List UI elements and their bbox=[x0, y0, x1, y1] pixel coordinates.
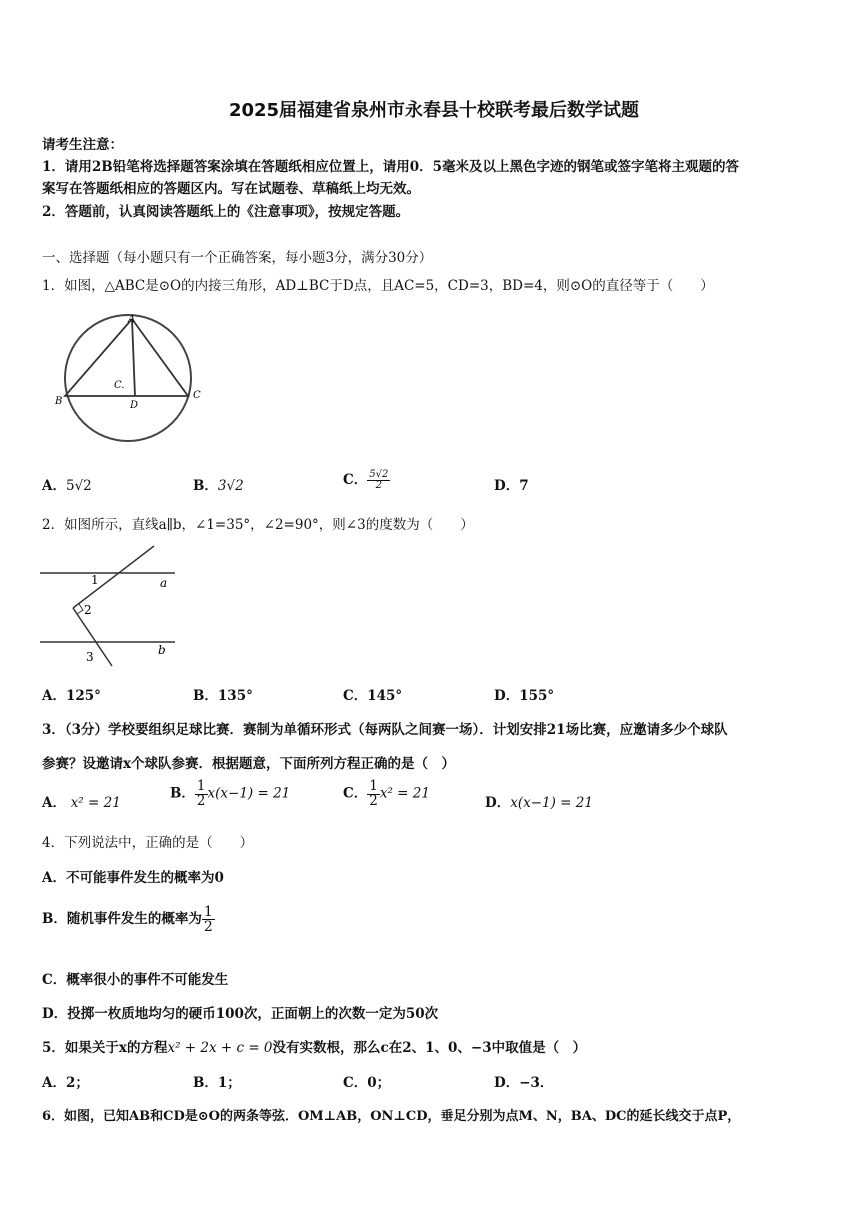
q3-option-b: B． $\frac{1}{2}$ x(x−1) = 21 bbox=[170, 778, 291, 809]
question-1: 1．如图，△ABC是⊙O的内接三角形，AD⊥BC于D点，且AC=5，CD=3，BD=4，则⊙O的直径等于（ ） bbox=[42, 278, 714, 294]
q2-option-b: B．135° bbox=[193, 688, 253, 704]
question-6: 6．如图，已知AB和CD是⊙O的两条等弦．OM⊥AB，ON⊥CD，垂足分别为点M、N，BA、DC的延长线交于点P， bbox=[42, 1109, 741, 1124]
q1-option-d: D．7 bbox=[494, 478, 529, 494]
notice-item-1b: 案写在答题纸相应的答题区内。写在试题卷、草稿纸上均无效。 bbox=[42, 181, 420, 197]
q2-angle-2: 2 bbox=[84, 603, 92, 617]
q4-option-b: B．随机事件发生的概率为 $\frac{1}{2}$ bbox=[42, 904, 213, 935]
q5-option-c: C．0； bbox=[343, 1075, 391, 1091]
q2-option-a: A．125° bbox=[42, 688, 101, 704]
question-3-line-2: 参赛？设邀请x个球队参赛．根据题意，下面所列方程正确的是（ ） bbox=[42, 756, 456, 772]
q3-option-c: C． $\frac{1}{2}$ x² = 21 bbox=[343, 778, 430, 809]
q2-angle-1: 1 bbox=[91, 573, 99, 587]
q2-option-c: C．145° bbox=[343, 688, 403, 704]
q1-label-d: D bbox=[130, 400, 139, 411]
notice-heading: 请考生注意： bbox=[42, 137, 123, 153]
question-4: 4．下列说法中，正确的是（ ） bbox=[42, 835, 254, 851]
q2-option-d: D．155° bbox=[494, 688, 555, 704]
q2-angle-3: 3 bbox=[86, 650, 94, 664]
q1-circle-figure bbox=[52, 312, 212, 452]
q4-option-d: D．投掷一枚质地均匀的硬币100次，正面朝上的次数一定为50次 bbox=[42, 1006, 439, 1022]
q3-option-d: D．x(x−1) = 21 bbox=[485, 795, 593, 811]
q1-option-a: A．5√2 bbox=[42, 478, 92, 494]
page-title: 2025届福建省泉州市永春县十校联考最后数学试题 bbox=[228, 100, 640, 121]
q4-option-a: A．不可能事件发生的概率为0 bbox=[42, 870, 224, 886]
q2-line-a: a bbox=[160, 576, 168, 590]
q2-line-b: b bbox=[158, 643, 166, 657]
q1-option-c: C． $\frac{5√2}{2}$ bbox=[343, 469, 389, 491]
q1-label-center: C. bbox=[114, 380, 125, 391]
question-3-line-1: 3．（3分）学校要组织足球比赛．赛制为单循环形式（每两队之间赛一场）．计划安排21场比赛，应邀请多少个球队 bbox=[42, 722, 728, 738]
q3-option-a: A． x² = 21 bbox=[42, 795, 121, 811]
q1-label-a: A bbox=[128, 314, 136, 325]
notice-item-2: 2．答题前，认真阅读答题纸上的《注意事项》，按规定答题。 bbox=[42, 204, 410, 220]
notice-item-1a: 1．请用2B铅笔将选择题答案涂填在答题纸相应位置上，请用0．5毫米及以上黑色字迹的钢笔或签字笔将主观题的答 bbox=[42, 159, 739, 175]
question-2: 2．如图所示，直线a∥b，∠1=35°，∠2=90°，则∠3的度数为（ ） bbox=[42, 517, 474, 533]
q1-label-c: C bbox=[193, 390, 201, 401]
q5-option-d: D．−3． bbox=[494, 1075, 554, 1091]
section-heading: 一、选择题（每小题只有一个正确答案，每小题3分，满分30分） bbox=[42, 250, 433, 266]
q1-label-b: B bbox=[55, 396, 63, 407]
question-5: 5．如果关于x的方程x² + 2x + c = 0没有实数根，那么c在2、1、0、−3中取值是（ ） bbox=[42, 1040, 587, 1056]
q4-option-c: C．概率很小的事件不可能发生 bbox=[42, 972, 229, 988]
q5-option-b: B．1； bbox=[193, 1075, 241, 1091]
q1-option-b: B．3√2 bbox=[193, 478, 244, 494]
q5-option-a: A．2； bbox=[42, 1075, 89, 1091]
q2-parallel-lines-figure bbox=[40, 542, 190, 672]
